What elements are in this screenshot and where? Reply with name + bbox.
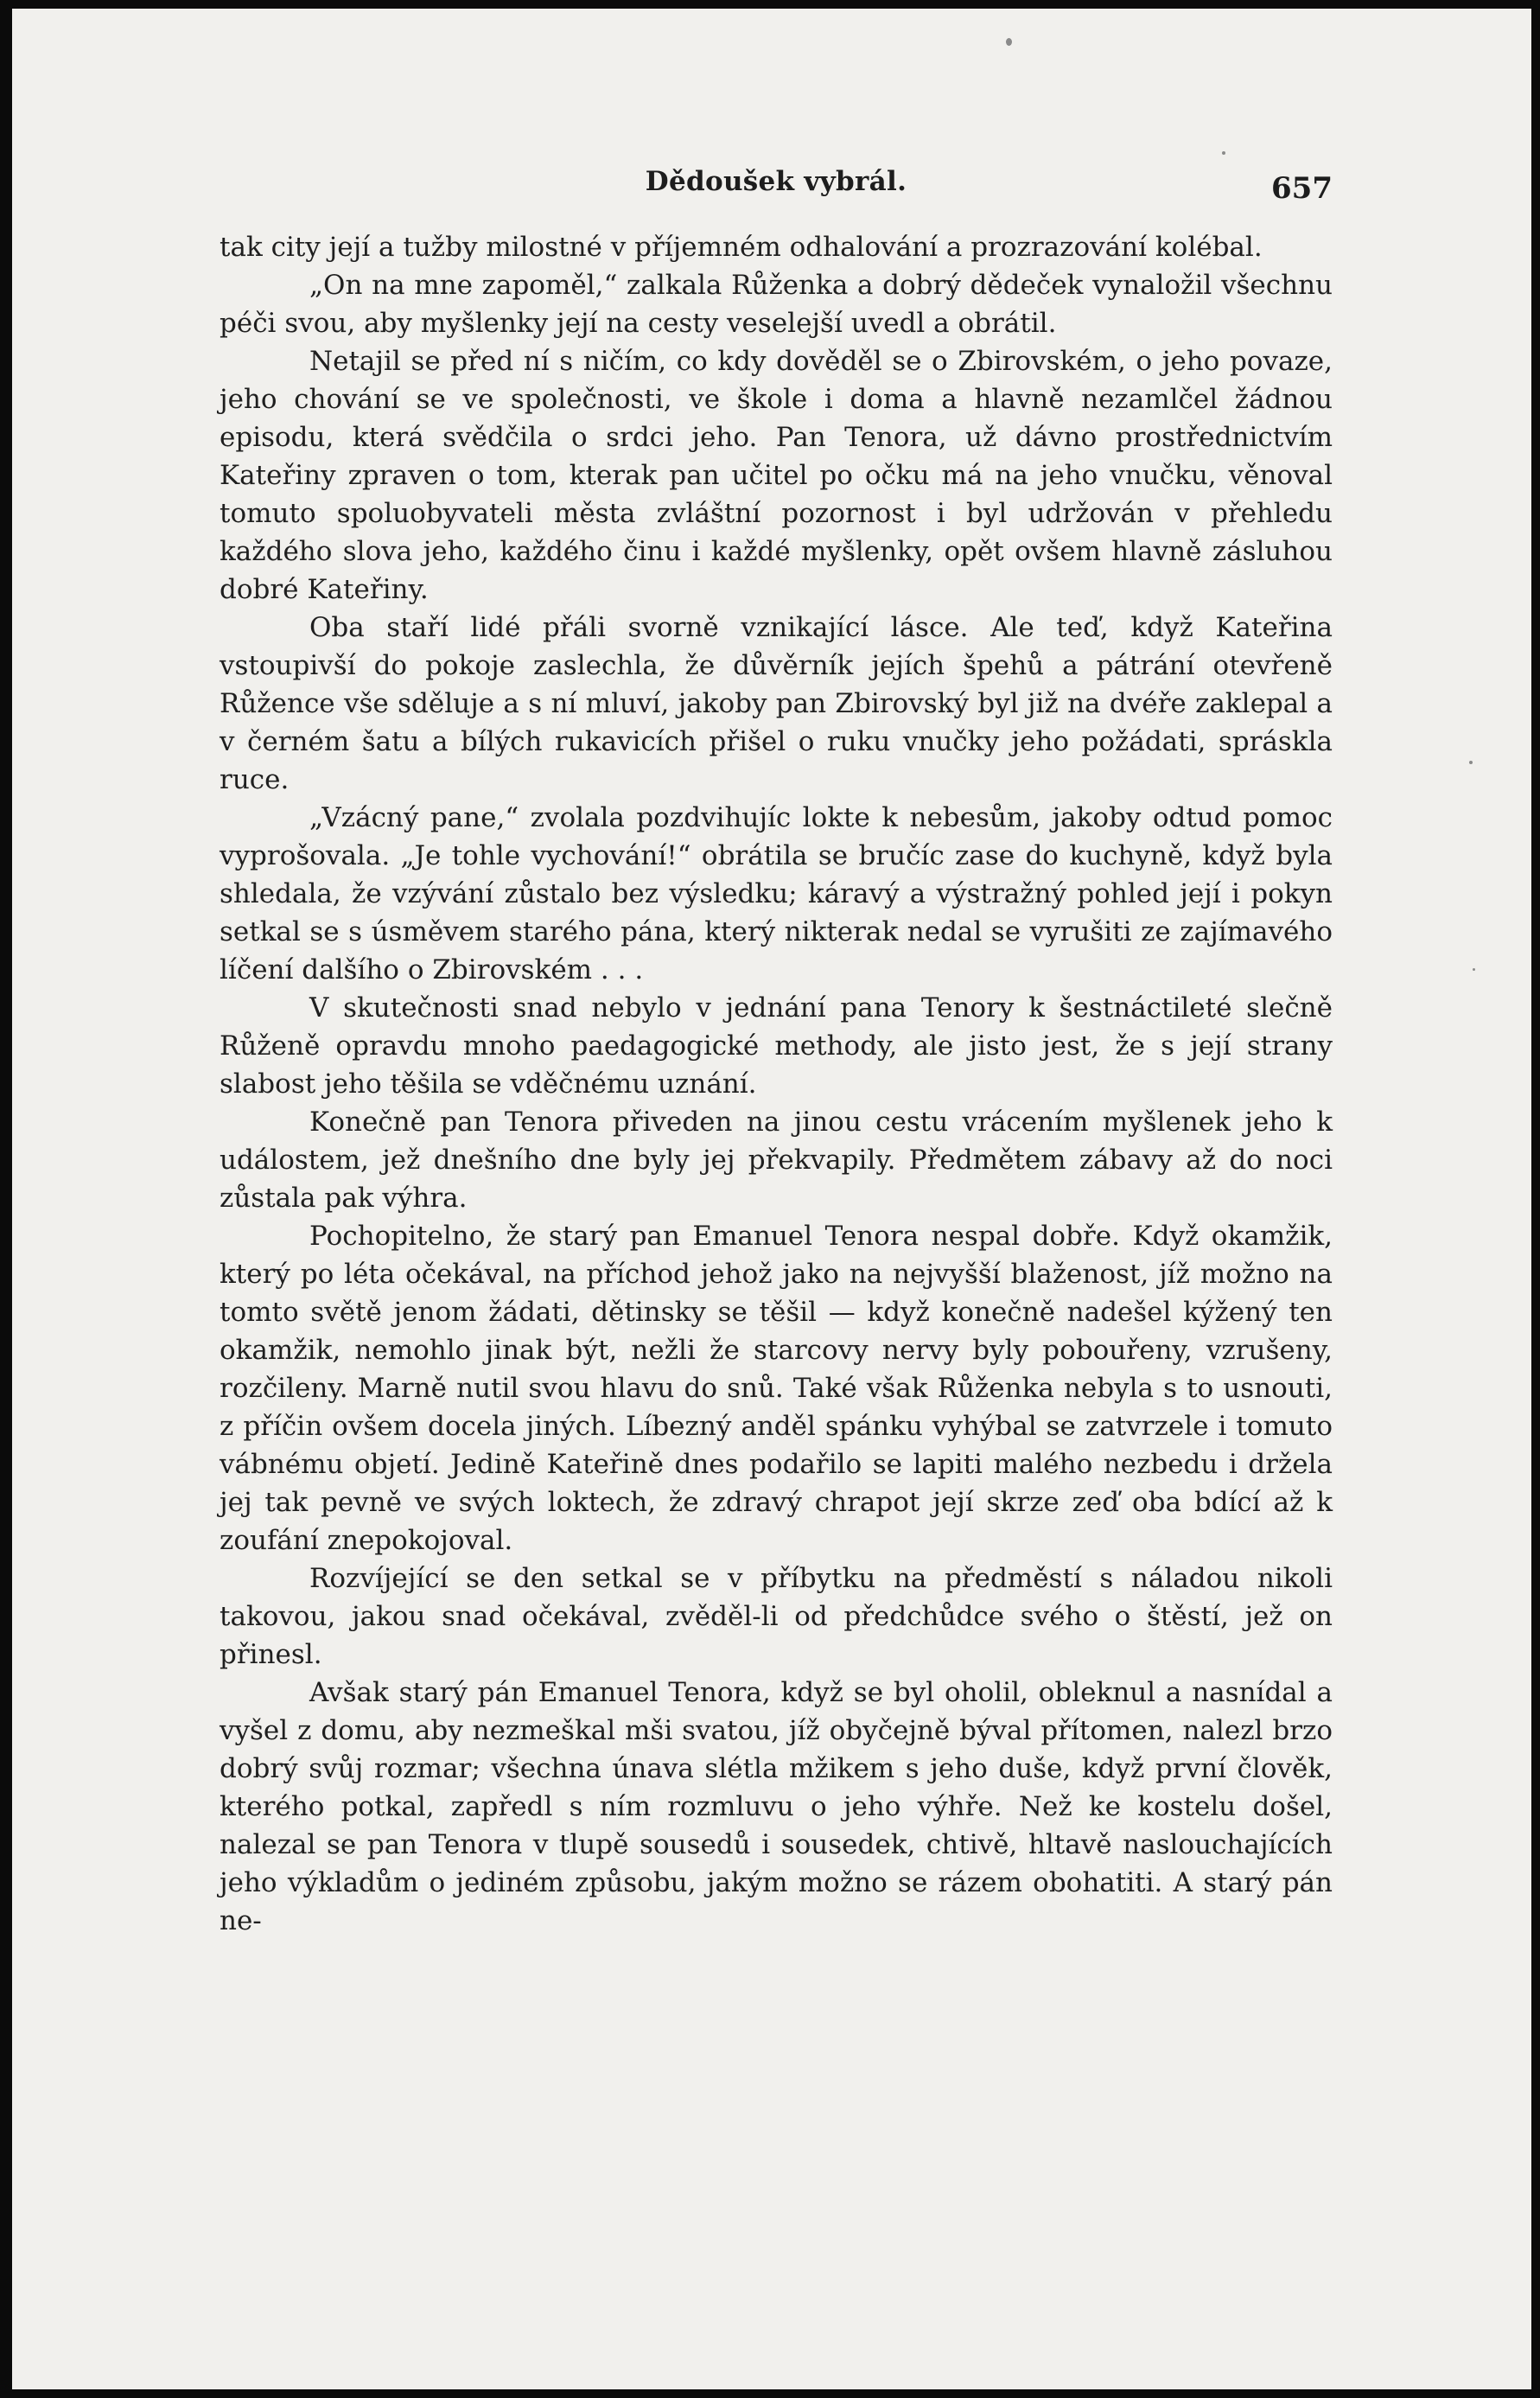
scanned-page — [12, 9, 1531, 2389]
page-number: 657 — [1271, 171, 1333, 206]
paragraph: Konečně pan Tenora přiveden na jinou cestu vrácením myšlenek jeho k událostem, jež dnešního dne byly jej překvapily. Předmětem zábavy až do noci zůstala pak výhra. — [220, 1107, 1333, 1214]
paragraph: V skutečnosti snad nebylo v jednání pana Tenory k šestnáctileté slečně Růženě opravdu mnoho paedagogické methody, ale jisto jest, že s její strany slabost jeho těšila se vděčnému uznání. — [220, 992, 1333, 1100]
paper-speck — [1469, 761, 1473, 764]
paragraph: Pochopitelno, že starý pan Emanuel Tenora nespal dobře. Když okamžik, který po léta očekával, na příchod jehož jako na nejvyšší blaženost, jíž možno na tomto světě jenom žádati, dětinsky se těšil — když konečně nadešel kýžený ten okamžik, nemohlo jinak být, nežli že starcovy nervy byly pobouřeny, vzrušeny, rozčileny. Marně nutil svou hlavu do snů. Také však Růženka nebyla s to usnouti, z příčin ovšem docela jiných. Líbezný anděl spánku vyhýbal se zatvrzele i tomuto vábnému objetí. Jedině Kateřině dnes podařilo se lapiti malého nezbedu i držela jej tak pevně ve svých loktech, že zdravý chrapot její skrze zeď oba bdící až k zoufání znepokojoval. — [220, 1221, 1333, 1556]
running-title: Dědoušek vybrál. — [645, 166, 907, 197]
paragraph: tak city její a tužby milostné v příjemném odhalování a prozrazování kolébal. — [220, 232, 1263, 263]
body-text — [220, 228, 1333, 1940]
paragraph: Netajil se před ní s ničím, co kdy dověděl se o Zbirovském, o jeho povaze, jeho chování se ve společnosti, ve škole i doma a hlavně nezamlčel žádnou episodu, která svědčila o srdci jeho. Pan Tenora, už dávno prostřednictvím Kateřiny zpraven o tom, kterak pan učitel po očku má na jeho vnučku, věnoval tomuto spoluobyvateli města zvláštní pozornost i byl udržován v přehledu každého slova jeho, každého činu i každé myšlenky, opět ovšem hlavně zásluhou dobré Kateřiny. — [220, 346, 1333, 605]
paragraph: „On na mne zapoměl,“ zalkala Růženka a dobrý dědeček vynaložil všechnu péči svou, aby myšlenky její na cesty veselejší uvedl a obrátil. — [220, 270, 1333, 339]
paper-speck — [1222, 151, 1225, 155]
paper-speck — [1473, 968, 1475, 971]
paper-speck — [1006, 38, 1012, 46]
running-header — [220, 157, 1333, 209]
paragraph: Oba staří lidé přáli svorně vznikající lásce. Ale teď, když Kateřina vstoupivší do pokoje zaslechla, že důvěrník jejích špehů a pátrání otevřeně Růžence vše sděluje a s ní mluví, jakoby pan Zbirovský byl již na dvéře zaklepal a v černém šatu a bílých rukavicích přišel o ruku vnučky jeho požádati, spráskla ruce. — [220, 612, 1333, 795]
page-content — [220, 157, 1333, 1940]
paragraph: „Vzácný pane,“ zvolala pozdvihujíc lokte k nebesům, jakoby odtud pomoc vyprošovala. „Je tohle vychování!“ obrátila se bručíc zase do kuchyně, když byla shledala, že vzývání zůstalo bez výsledku; káravý a výstražný pohled její i pokyn setkal se s úsměvem starého pána, který nikterak nedal se vyrušiti ze zajímavého líčení dalšího o Zbirovském . . . — [220, 802, 1333, 985]
paragraph: Rozvíjející se den setkal se v příbytku na předměstí s náladou nikoli takovou, jakou snad očekával, zvěděl-li od předchůdce svého o štěstí, jež on přinesl. — [220, 1563, 1333, 1670]
paragraph: Avšak starý pán Emanuel Tenora, když se byl oholil, obleknul a nasnídal a vyšel z domu, aby nezmeškal mši svatou, jíž obyčejně býval přítomen, nalezl brzo dobrý svůj rozmar; všechna únava slétla mžikem s jeho duše, když první člověk, kterého potkal, zapředl s ním rozmluvu o jeho výhře. Než ke kostelu došel, nalezal se pan Tenora v tlupě sousedů i sousedek, chtivě, hltavě naslouchajících jeho výkladům o jediném způsobu, jakým možno se rázem obohatiti. A starý pán ne- — [220, 1677, 1333, 1936]
